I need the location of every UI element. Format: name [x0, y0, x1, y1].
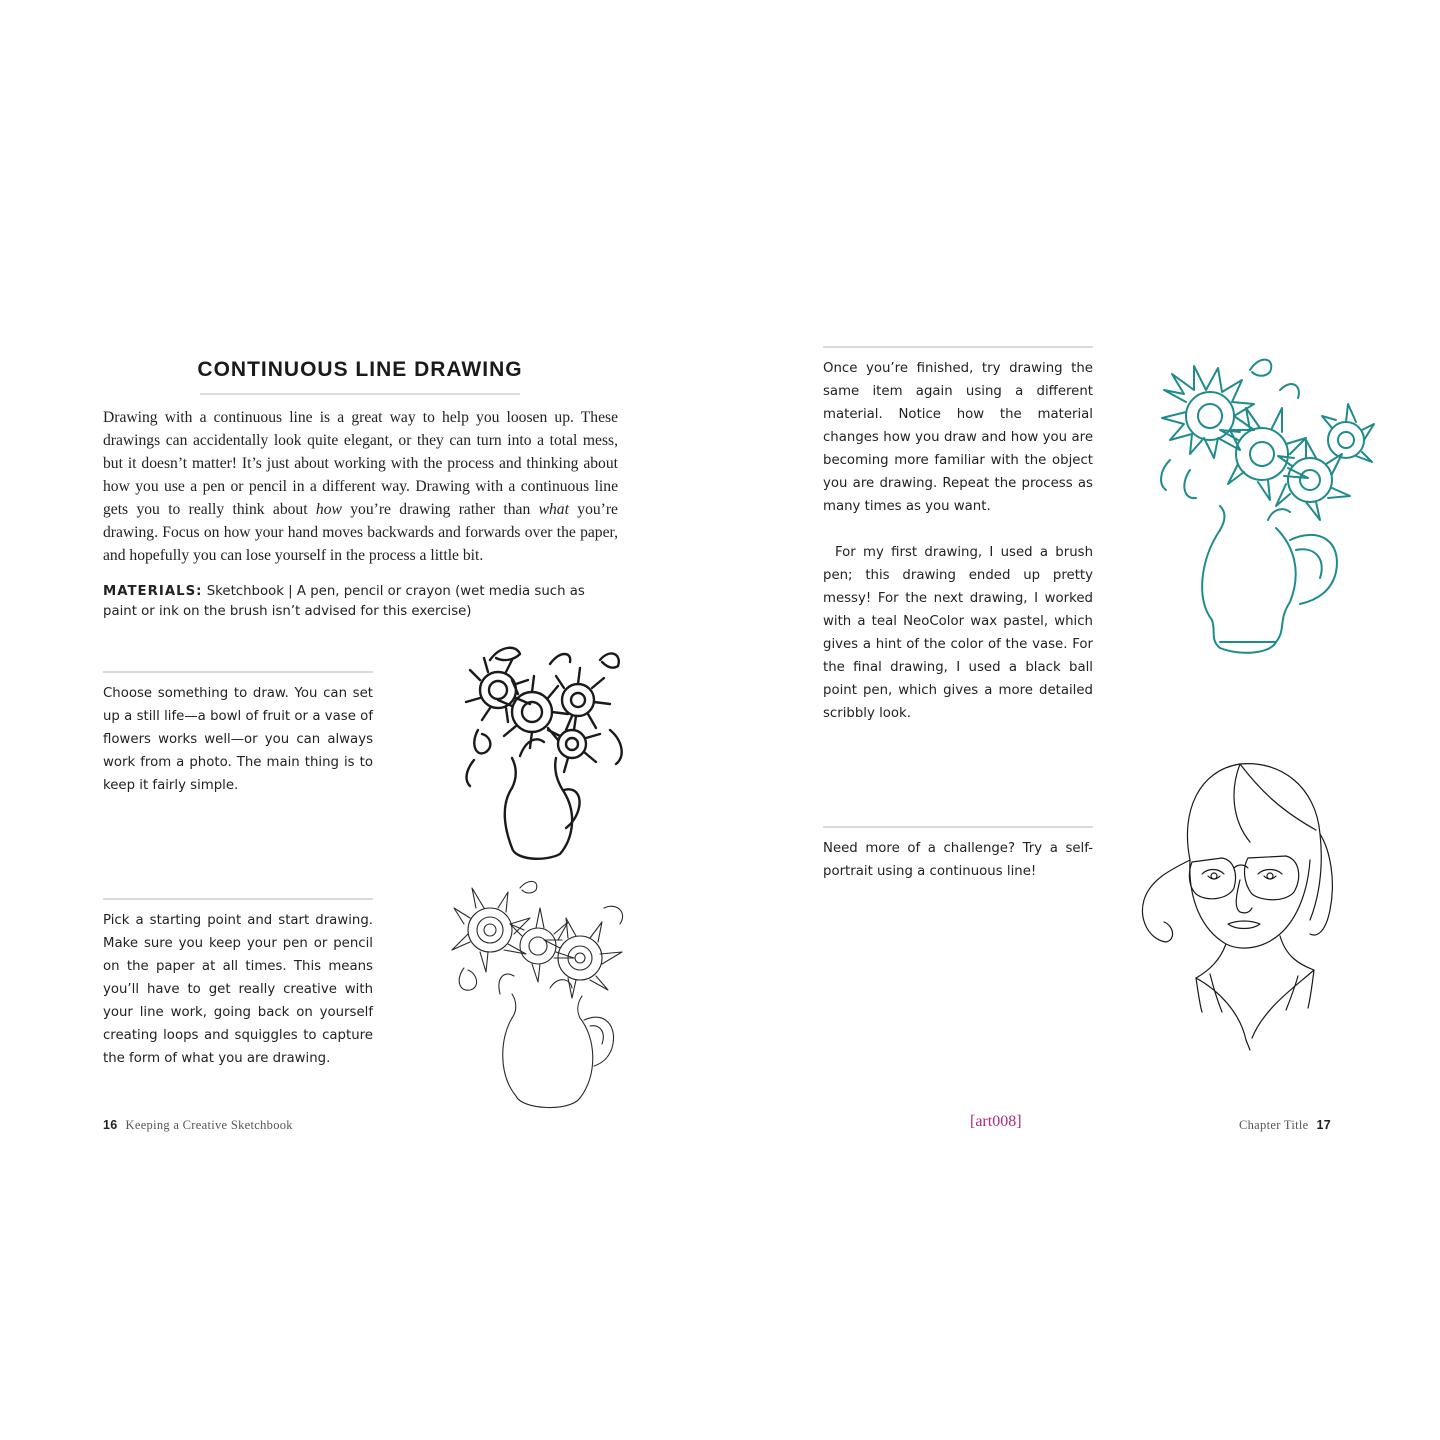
step2-text: Pick a starting point and start drawing. Make sure you keep your pen or pencil on the paper at all times. This means you’ll have to get really creative with your line work, going back on yourself creating loops and squiggles to capture the form of what you are drawing.	[103, 913, 373, 1066]
materials-list	[103, 582, 621, 622]
left-page-number: 16	[103, 1118, 118, 1132]
right-footer	[1239, 1118, 1331, 1133]
materials-label: MATERIALS:	[103, 584, 203, 599]
right-page-number: 17	[1316, 1118, 1332, 1132]
heading-underline	[200, 393, 520, 395]
sketch-vase-brush-pen	[460, 640, 635, 870]
right-text-block	[823, 357, 1093, 725]
step1-text: Choose something to draw. You can set up a still life—a bowl of fruit or a vase of flowers works well—or you can always work from a photo. The main thing is to keep it fairly simple.	[103, 686, 373, 793]
intro-paragraph: Drawing with a continuous line is a great way to help you loosen up. These drawings can accidentally look quite elegant, or they can turn into a total mess, but it doesn’t matter! It’s just about working with the process and thinking about how you use a pen or pencil in a different way. Drawing with a continuous line gets you to really think about how you’re drawing rather than what you’re drawing. Focus on how your hand moves backwards and forwards over the paper, and hopefully you can lose yourself in the process a little bit.	[103, 409, 618, 564]
right-paragraph-1: Once you’re finished, try drawing the same item again using a different material. Notice how the material changes how you draw and how you are becoming more familiar with the object you are drawing. Repeat the process as many times as you want.	[823, 361, 1093, 514]
left-running-title: Keeping a Creative Sketchbook	[125, 1118, 293, 1132]
step2-rule	[103, 898, 373, 900]
challenge-text: Need more of a challenge? Try a self-portrait using a continuous line!	[823, 841, 1093, 879]
left-footer	[103, 1118, 293, 1133]
sketch-vase-teal-pastel	[1150, 350, 1375, 660]
right-top-rule	[823, 346, 1093, 348]
art-tag: [art008]	[970, 1113, 1022, 1130]
challenge-rule	[823, 826, 1093, 828]
sketch-vase-ballpoint	[440, 878, 640, 1118]
right-paragraph-2: For my first drawing, I used a brush pen; this drawing ended up pretty messy! For the next drawing, I worked with a teal NeoColor wax pastel, which gives a hint of the color of the vase. For the final drawing, I used a black ball point pen, which gives a more detailed scribbly look.	[823, 545, 1093, 721]
section-heading: CONTINUOUS LINE DRAWING	[197, 358, 523, 381]
right-running-title: Chapter Title	[1239, 1118, 1309, 1132]
materials-text: Sketchbook | A pen, pencil or crayon (wet media such as paint or ink on the brush isn’t advised for this exercise)	[103, 584, 585, 619]
step1-rule	[103, 671, 373, 673]
sketch-self-portrait	[1130, 750, 1355, 1050]
